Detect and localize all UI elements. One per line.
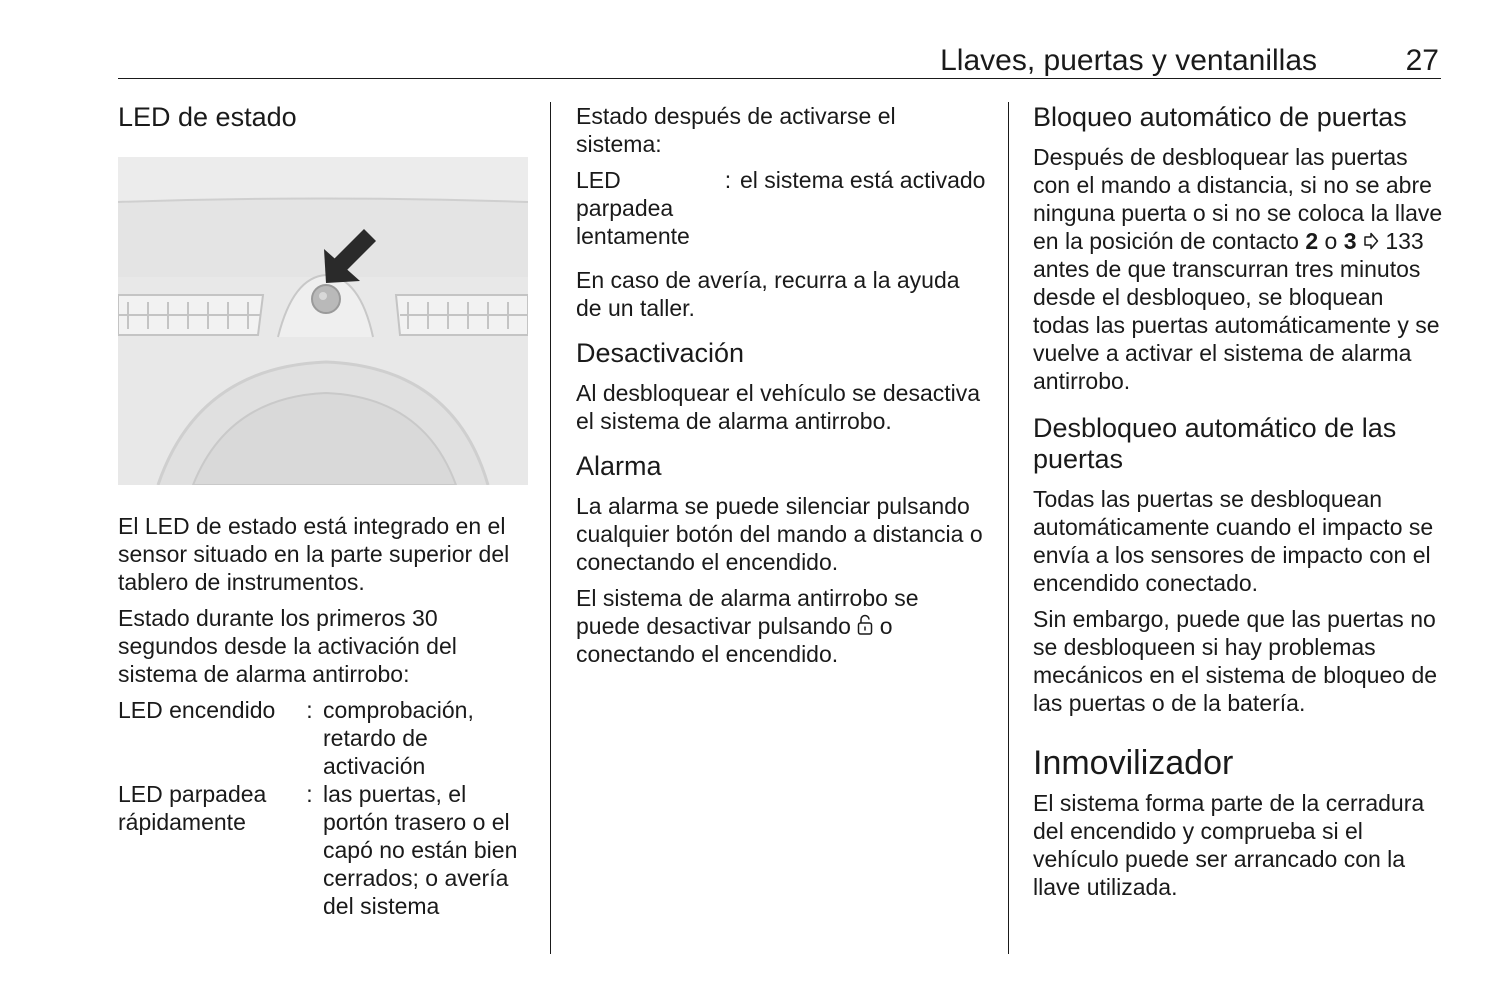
led-description: El LED de estado está integrado en el sensor situado en la parte superior del tablero de instrumentos. bbox=[118, 513, 510, 595]
separator-colon: : bbox=[306, 781, 313, 807]
page-header bbox=[118, 42, 1441, 79]
led-state-term: LED encendido bbox=[118, 697, 276, 723]
status-after-activation: Estado después de activarse el sistema: bbox=[576, 103, 896, 157]
column-1 bbox=[118, 102, 530, 920]
separator-colon: : bbox=[306, 697, 313, 723]
list-item bbox=[118, 696, 530, 780]
dashboard-led-sensor-illustration bbox=[118, 157, 528, 485]
unlock-caveat-paragraph: Sin embargo, puede que las puertas no se desbloqueen si hay problemas mecánicos en el sistema de bloqueo de las puertas o de la batería. bbox=[1033, 606, 1438, 716]
list-item bbox=[576, 166, 986, 250]
heading-bloqueo-automatico: Bloqueo automático de puertas bbox=[1033, 102, 1407, 132]
section-title: Llaves, puertas y ventanillas bbox=[940, 44, 1317, 77]
led-state-meaning: el sistema está activado bbox=[740, 167, 986, 193]
fault-paragraph: En caso de avería, recurra a la ayuda de un taller. bbox=[576, 267, 960, 321]
heading-desactivacion: Desactivación bbox=[576, 338, 745, 368]
list-item bbox=[118, 780, 530, 920]
led-state-term: LED parpadea lentamente bbox=[576, 167, 690, 249]
deactivation-paragraph: Al desbloquear el vehículo se desactiva el sistema de alarma antirrobo. bbox=[576, 380, 981, 434]
auto-unlock-paragraph: Todas las puertas se desbloquean automáticamente cuando el impacto se envía a los sensores de impacto con el encendido conectado. bbox=[1033, 486, 1434, 596]
led-status-list bbox=[576, 166, 986, 250]
column-3 bbox=[1033, 102, 1443, 909]
alarm-paragraph: La alarma se puede silenciar pulsando cualquier botón del mando a distancia o conectando el encendido. bbox=[576, 493, 983, 575]
alarm-deactivate-paragraph: El sistema de alarma antirrobo se puede desactivar pulsando o conectando el encendido. bbox=[576, 585, 919, 667]
unlock-button-icon bbox=[857, 614, 873, 636]
auto-lock-paragraph: Después de desbloquear las puertas con el mando a distancia, si no se abre ninguna puerta o si no se coloca la llave en la posición de contacto 2 o 3 133 antes de que transcurran tres minutos desde el desbloqueo, se bloquean todas las puertas automáticamente y se vuelve a activar el sistema de alarma antirrobo. bbox=[1033, 144, 1443, 394]
heading-led-de-estado: LED de estado bbox=[118, 102, 297, 132]
heading-alarma: Alarma bbox=[576, 451, 662, 481]
column-divider bbox=[550, 102, 551, 954]
column-divider bbox=[1008, 102, 1009, 954]
led-state-meaning: comprobación, retardo de activación bbox=[323, 697, 474, 779]
page-reference[interactable]: 133 bbox=[1385, 228, 1424, 254]
led-state-meaning: las puertas, el portón trasero o el capó no están bien cerrados; o avería del sistema bbox=[323, 781, 518, 919]
heading-inmovilizador: Inmovilizador bbox=[1033, 744, 1234, 782]
immobilizer-paragraph: El sistema forma parte de la cerradura del encendido y comprueba si el vehículo puede ser arrancado con la llave utilizada. bbox=[1033, 790, 1425, 900]
ignition-position: 2 bbox=[1305, 228, 1319, 254]
led-status-list bbox=[118, 696, 530, 920]
column-2 bbox=[576, 102, 986, 676]
page-reference-arrow-icon[interactable] bbox=[1363, 232, 1379, 250]
ignition-position: 3 bbox=[1343, 228, 1357, 254]
status-first-30s: Estado durante los primeros 30 segundos desde la activación del sistema de alarma antirrobo: bbox=[118, 605, 457, 687]
separator-colon: : bbox=[724, 167, 732, 193]
led-state-term: LED parpadea rápidamente bbox=[118, 781, 267, 835]
page-number: 27 bbox=[1405, 44, 1439, 77]
heading-desbloqueo-automatico: Desbloqueo automático de las puertas bbox=[1033, 413, 1397, 474]
